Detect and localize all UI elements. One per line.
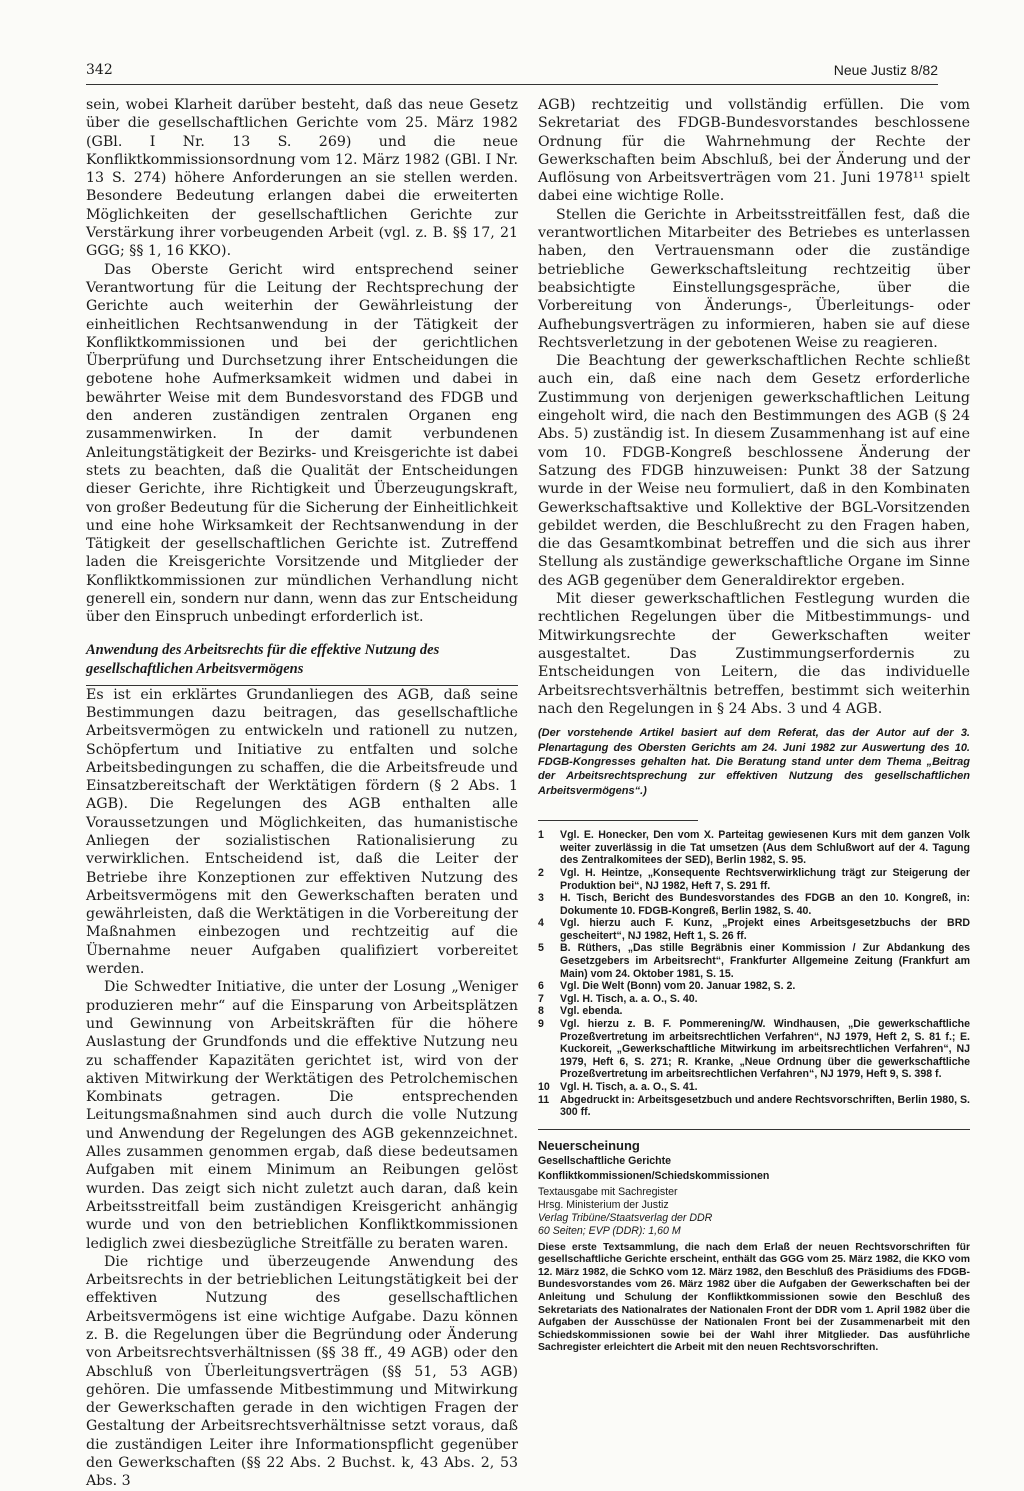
footnote bbox=[538, 917, 970, 942]
footnote bbox=[538, 1005, 970, 1018]
book-subtitle: Konfliktkommissionen/Schiedskommissionen bbox=[538, 1169, 770, 1182]
footnote bbox=[538, 993, 970, 1006]
paragraph: AGB) rechtzeitig und vollständig erfüllen. Die vom Sekretariat des FDGB-Bundesvorstandes beschlossene Ordnung für die Wahrnehmung der Rechte der Gewerkschaften beim Abschluß, bei der Änderung und der Auflösung von Arbeitsverträgen vom 21. Juni 1978¹¹ spielt dabei eine wichtige Rolle. bbox=[538, 97, 970, 205]
paragraph: Die Beachtung der gewerkschaftlichen Rechte schließt auch ein, daß eine nach dem Gesetz erforderliche Zustimmung von derjenigen gewerkschaftlichen Leitung eingeholt wird, die nach den Bestimmungen des AGB (§ 24 Abs. 5) zuständig ist. In diesem Zusammenhang ist auf eine vom 10. FDGB-Kongreß beschlossene Änderung der Satzung des FDGB hinzuweisen: Punkt 38 der Satzung wurde in der Weise neu formuliert, daß in den Kombinaten Gewerkschaftsaktive und Kollektive der BGL-Vorsitzenden gebildet werden, die Beschlußrecht zu den Fragen haben, die das Gesamtkombinat betreffen und die sich aus ihrer Stellung als zuständige gewerkschaftliche Organe im Sinne des AGB gegenüber dem Generaldirektor ergeben. bbox=[538, 353, 970, 589]
footnote bbox=[538, 1081, 970, 1094]
section-heading: Anwendung des Arbeitsrechts für die effektive Nutzung des gesellschaftlichen Arbeitsvermögens bbox=[86, 641, 440, 677]
page-header bbox=[86, 62, 938, 86]
page-number: 342 bbox=[86, 62, 113, 78]
footnote-text: Vgl. H. Tisch, a. a. O., S. 41. bbox=[560, 1081, 698, 1093]
paragraph: sein, wobei Klarheit darüber besteht, daß das neue Gesetz über die gesellschaftlichen Gerichte vom 25. März 1982 (GBl. I Nr. 13 S. 269) und die neue Konfliktkommissionsordnung vom 12. März 1982 (GBl. I Nr. 13 S. 274) höhere Anforderungen an sie stellen werden. Besondere Bedeutung erlangen dabei die erweiterten Möglichkeiten der gesellschaftlichen Gerichte zur Verstärkung ihrer vorbeugenden Arbeit (vgl. z. B. §§ 17, 21 GGG; §§ 1, 16 KKO). bbox=[86, 97, 518, 260]
footnote-number: 9 bbox=[538, 1018, 544, 1031]
journal-issue: Neue Justiz 8/82 bbox=[833, 62, 938, 78]
book-title: Gesellschaftliche Gerichte bbox=[538, 1154, 672, 1167]
left-column bbox=[86, 96, 518, 1491]
footnote-number: 7 bbox=[538, 992, 544, 1005]
footnote-number: 4 bbox=[538, 917, 544, 930]
footnote-text: Vgl. ebenda. bbox=[560, 1005, 623, 1018]
footnote-text: Vgl. H. Tisch, a. a. O., S. 40. bbox=[560, 992, 698, 1005]
footnote bbox=[538, 980, 970, 993]
author-note: (Der vorstehende Artikel basiert auf dem Referat, das der Autor auf der 3. Plenartagung des Obersten Gerichts am 24. Juni 1982 zur Auswertung des 10. FDGB-Kongresses gehalten hat. Die Beratung stand unter dem Thema „Beitrag der Arbeitsrechtsprechung zur effektiven Nutzung des gesellschaftlichen Arbeitsvermögens“.) bbox=[538, 727, 970, 797]
footnote-number: 5 bbox=[538, 942, 544, 955]
footnote bbox=[538, 1018, 970, 1081]
footnote-text: Vgl. E. Honecker, Den vom X. Parteitag gewiesenen Kurs mit dem ganzen Volk weiter zuverlässig in die Tat umsetzen (Aus dem Schlußwort auf der 4. Tagung des Zentralkomitees der SED), Berlin 1982, S. 95. bbox=[560, 829, 970, 867]
paragraph: Stellen die Gerichte in Arbeitsstreitfällen fest, daß die verantwortlichen Mitarbeiter des Betriebes es unterlassen haben, den Vertrauensmann oder die zuständige betriebliche Gewerkschaftsleitung rechtzeitig über beabsichtigte Einstellungsgespräche, über die Vorbereitung von Änderungs-, Überleitungs- oder Aufhebungsverträgen zu informieren, haben sie auf diese Rechtsverletzung in der gebotenen Weise zu reagieren. bbox=[538, 206, 970, 351]
footnote-number: 10 bbox=[538, 1081, 550, 1093]
footnote-text: Vgl. H. Heintze, „Konsequente Rechtsverwirklichung trägt zur Steigerung der Produktion bei“, NJ 1982, Heft 7, S. 291 ff. bbox=[560, 866, 970, 892]
footnote-text: B. Rüthers, „Das stille Begräbnis einer Kommission / Zur Abdankung des Gesetzgebers im Arbeitsrecht“, Frankfurter Allgemeine Zeitung (Frankfurt am Main) vom 24. Oktober 1981, S. 15. bbox=[560, 942, 970, 980]
footnote-text: H. Tisch, Bericht des Bundesvorstandes des FDGB an den 10. Kongreß, in: Dokumente 10. FDGB-Kongreß, Berlin 1982, S. 40. bbox=[560, 892, 970, 917]
neuerscheinung-title: Neuerscheinung bbox=[538, 1137, 640, 1153]
footnote bbox=[538, 829, 970, 867]
footnote-number: 8 bbox=[538, 1005, 544, 1018]
footnote bbox=[538, 942, 970, 980]
book-edition: Textausgabe mit Sachregister bbox=[538, 1186, 678, 1199]
footnote-number: 11 bbox=[538, 1093, 550, 1106]
paragraph: Mit dieser gewerkschaftlichen Festlegung wurden die rechtlichen Regelungen über die Mitbestimmungs- und Mitwirkungsrechte der Gewerkschaften weiter ausgestaltet. Das Zustimmungserfordernis zu Entscheidungen von Leitern, die das individuelle Arbeitsrechtsverhältnis betreffen, bestimmt sich weiterhin nach den Regelungen in § 24 Abs. 3 und 4 AGB. bbox=[538, 591, 970, 717]
footnote-number: 2 bbox=[538, 866, 544, 879]
book-publisher: Verlag Tribüne/Staatsverlag der DDR bbox=[538, 1211, 713, 1224]
footnote-rule bbox=[538, 820, 698, 821]
footnote-number: 1 bbox=[538, 829, 544, 842]
footnote-number: 6 bbox=[538, 980, 544, 993]
header-rule bbox=[86, 84, 938, 85]
footnote-text: Vgl. Die Welt (Bonn) vom 20. Januar 1982, S. 2. bbox=[560, 980, 796, 993]
section-heading-box bbox=[86, 641, 518, 686]
book-description: Diese erste Textsammlung, die nach dem Erlaß der neuen Rechtsvorschriften für gesellschaftliche Gerichte erscheint, enthält das GGG vom 25. März 1982, die KKO vom 12. März 1982, die SchKO vom 12. März 1982, den Beschluß des Präsidiums des FDGB-Bundesvorstandes vom 26. März 1982 über die Aufgaben der Gewerkschaften bei der Anleitung und Schulung der Konfliktkommissionen sowie den Beschluß des Sekretariats des Nationalrates der Nationalen Front der DDR vom 1. April 1982 über die Aufgaben der Ausschüsse der Nationalen Front bei der Zusammenarbeit mit den Schiedskommissionen sowie bei der Wahl ihrer Mitglieder. Das ausführliche Sachregister erleichtert die Arbeit mit den neuen Rechtsvorschriften. bbox=[538, 1241, 970, 1354]
paragraph: Das Oberste Gericht wird entsprechend seiner Verantwortung für die Leitung der Rechtsprechung der Gerichte auch weiterhin der Gewährleistung der einheitlichen Rechtsanwendung in der Tätigkeit der Konfliktkommissionen und bei der gerichtlichen Überprüfung und Durchsetzung ihrer Entscheidungen die gebotene hohe Aufmerksamkeit widmen und dabei in bewährter Weise mit dem Bundesvorstand des FDGB und den anderen zuständigen zentralen Organen eng zusammenwirken. In der damit verbundenen Anleitungstätigkeit der Bezirks- und Kreisgerichte ist dabei stets zu beachten, daß die Qualität der Entscheidungen dieser Gerichte, ihre Richtigkeit und Überzeugungskraft, von großer Bedeutung für die Sicherung der Einheitlichkeit und eine hohe Wirksamkeit der Rechtsanwendung in der Tätigkeit der gesellschaftlichen Gerichte ist. Zutreffend laden die Kreisgerichte Vorsitzende und Mitglieder der Konfliktkommissionen zur mündlichen Verhandlung nicht generell ein, sondern nur dann, wenn das zur Entscheidung über den Einspruch unbedingt erforderlich ist. bbox=[86, 261, 518, 626]
footnote-number: 3 bbox=[538, 892, 544, 905]
book-editor: Hrsg. Ministerium der Justiz bbox=[538, 1199, 669, 1212]
footnote-list bbox=[538, 829, 970, 1119]
right-column bbox=[538, 96, 970, 1355]
book-price: 60 Seiten; EVP (DDR): 1,60 M bbox=[538, 1224, 681, 1237]
paragraph: Es ist ein erklärtes Grundanliegen des AGB, daß seine Bestimmungen dazu beitragen, das gesellschaftliche Arbeitsvermögen zu entwickeln und rationell zu nutzen, Schöpfertum und Initiative zu entfalten und solche Arbeitsbedingungen zu schaffen, die die Arbeitsfreude und Einsatzbereitschaft der Werktätigen fördern (§ 2 Abs. 1 AGB). Die Regelungen des AGB enthalten alle Voraussetzungen und Möglichkeiten, das humanistische Anliegen der sozialistischen Rationalisierung zu verwirklichen. Entscheidend ist, daß die Leiter der Betriebe ihre Konzeptionen zur effektiven Nutzung des Arbeitsvermögens mit den Gewerkschaften beraten und gewährleisten, daß die Werktätigen in die Vorbereitung der Maßnahmen einbezogen und rechtzeitig auf die Übernahme neuer Aufgaben qualifiziert vorbereitet werden. bbox=[86, 686, 518, 978]
footnote-text: Abgedruckt in: Arbeitsgesetzbuch und andere Rechtsvorschriften, Berlin 1980, S. 300 ff. bbox=[560, 1093, 970, 1119]
neuerscheinung-rule bbox=[538, 1129, 970, 1130]
footnote-text: Vgl. hierzu auch F. Kunz, „Projekt eines Arbeitsgesetzbuchs der BRD gescheitert“, NJ 1982, Heft 1, S. 26 ff. bbox=[560, 917, 970, 942]
footnote bbox=[538, 867, 970, 892]
paragraph: Die Schwedter Initiative, die unter der Losung „Weniger produzieren mehr“ auf die Einsparung von Arbeitsplätzen und Gewinnung von Arbeitskräften für die höhere Auslastung der Grundfonds und die effektive Nutzung neu zu schaffender Kapazitäten gerichtet ist, wird von der aktiven Mitwirkung der Werktätigen des Petrolchemischen Kombinats getragen. Die entsprechenden Leitungsmaßnahmen sind auch durch die volle Nutzung und Anwendung der Regelungen des AGB gekennzeichnet. Alles zusammen genommen ergab, daß diese bedeutsamen Aufgaben mit einem Minimum an Reibungen gelöst wurden. Das zeigt sich nicht zuletzt auch daran, daß kein Arbeitsstreitfall beim zuständigen Kreisgericht anhängig wurde und von den betrieblichen Konfliktkommissionen lediglich zwei diesbezügliche Streitfälle zu beraten waren. bbox=[86, 979, 518, 1252]
paragraph: Die richtige und überzeugende Anwendung des Arbeitsrechts in der betrieblichen Leitungstätigkeit bei der effektiven Nutzung des gesellschaftlichen Arbeitsvermögens ist eine wichtige Aufgabe. Dazu können z. B. die Regelungen über die Begründung oder Änderung von Arbeitsrechtsverhältnissen (§§ 38 ff., 49 AGB) oder den Abschluß von Überleitungsverträgen (§§ 51, 53 AGB) gehören. Die umfassende Mitbestimmung und Mitwirkung der Gewerkschaften gerade in den wichtigen Fragen der Gestaltung der Arbeitsrechtsverhältnisse setzt voraus, daß die zuständigen Leiter ihre Informationspflicht gegenüber den Gewerkschaften (§§ 22 Abs. 2 Buchst. k, 43 Abs. 2, 53 Abs. 3 bbox=[86, 1253, 518, 1490]
footnote bbox=[538, 1094, 970, 1119]
neuerscheinung-box bbox=[538, 1138, 970, 1355]
footnote bbox=[538, 892, 970, 917]
footnote-text: Vgl. hierzu z. B. F. Pommerening/W. Windhausen, „Die gewerkschaftliche Prozeßvertretung im arbeitsrechtlichen Verfahren“, NJ 1979, Heft 2, S. 81 f.; E. Kuckoreit, „Gewerkschaftliche Mitwirkung im arbeitsrechtlichen Verfahren“, NJ 1979, Heft 6, S. 271; R. Kranke, „Neue Ordnung über die gewerkschaftliche Prozeßvertretung im arbeitsrechtlichen Verfahren“, NJ 1979, Heft 9, S. 398 f. bbox=[560, 1018, 970, 1081]
